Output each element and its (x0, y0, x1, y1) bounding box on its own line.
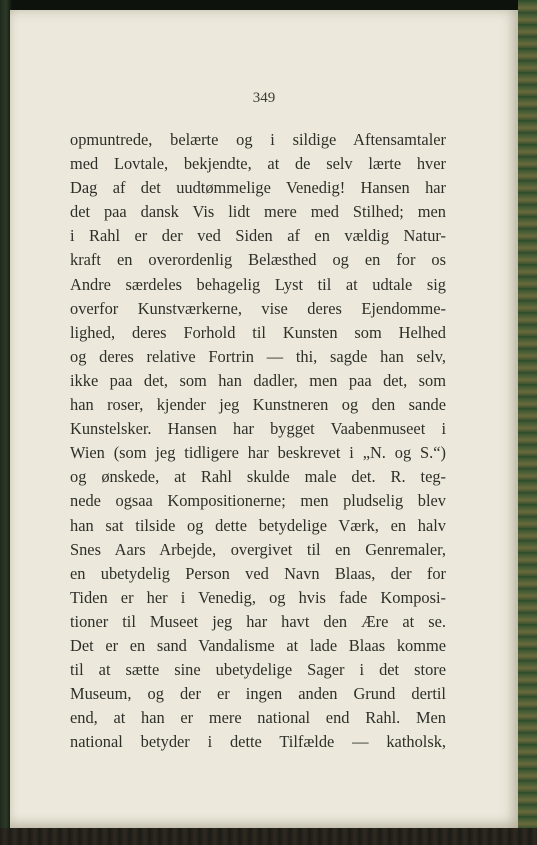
body-text (70, 128, 446, 754)
text-line: det paa dansk Vis lidt mere med Stilhed; men (70, 202, 446, 222)
text-line: Andre særdeles behagelig Lyst til at udtale sig (70, 274, 446, 294)
text-line: med Lovtale, bekjendte, at de selv lærte hver (70, 154, 446, 174)
text-line: end, at han er mere national end Rahl. Men (70, 708, 446, 728)
text-line: nede ogsaa Kompositionerne; men pludselig blev (70, 491, 446, 511)
text-line: han sat tilside og dette betydelige Værk, en halv (70, 515, 446, 535)
text-line: og deres relative Fortrin — thi, sagde han selv, (70, 346, 446, 366)
text-line: opmuntrede, belærte og i sildige Aftensamtaler (70, 130, 446, 149)
text-line: Wien (som jeg tidligere har beskrevet i „N. og S.“) (70, 443, 446, 463)
text-line: national betyder i dette Tilfælde — katholsk, (70, 732, 446, 752)
text-line: han roser, kjender jeg Kunstneren og den sande (70, 395, 446, 415)
text-line: tioner til Museet jeg har havt den Ære at se. (70, 611, 446, 631)
page-number: 349 (252, 90, 276, 106)
text-line: Kunstelsker. Hansen har bygget Vaabenmuseet i (70, 419, 446, 439)
text-line: Museum, og der er ingen anden Grund dertil (70, 684, 446, 704)
text-line: en ubetydelig Person ved Navn Blaas, der for (70, 563, 446, 583)
text-line: til at sætte sine ubetydelige Sager i det store (70, 660, 446, 680)
text-line: lighed, deres Forhold til Kunsten som Helhed (70, 322, 446, 342)
text-line: Tiden er her i Venedig, og hvis fade Komposi- (70, 587, 446, 607)
text-line: overfor Kunstværkerne, vise deres Ejendomme- (70, 298, 446, 318)
book-edge-right (518, 0, 537, 845)
text-line: Dag af det uudtømmelige Venedig! Hansen har (70, 178, 446, 198)
text-line: ikke paa det, som han dadler, men paa det, som (70, 370, 446, 390)
text-line: og ønskede, at Rahl skulde male det. R. teg- (70, 467, 446, 487)
text-line: Snes Aars Arbejde, overgivet til en Genremaler, (70, 539, 446, 559)
book-page (10, 10, 518, 828)
text-line: Det er en sand Vandalisme at lade Blaas komme (70, 635, 446, 655)
book-edge-bottom (0, 828, 537, 845)
text-line: kraft en overordenlig Belæsthed og en for os (70, 250, 446, 270)
text-line: i Rahl er der ved Siden af en vældig Natur- (70, 226, 446, 246)
